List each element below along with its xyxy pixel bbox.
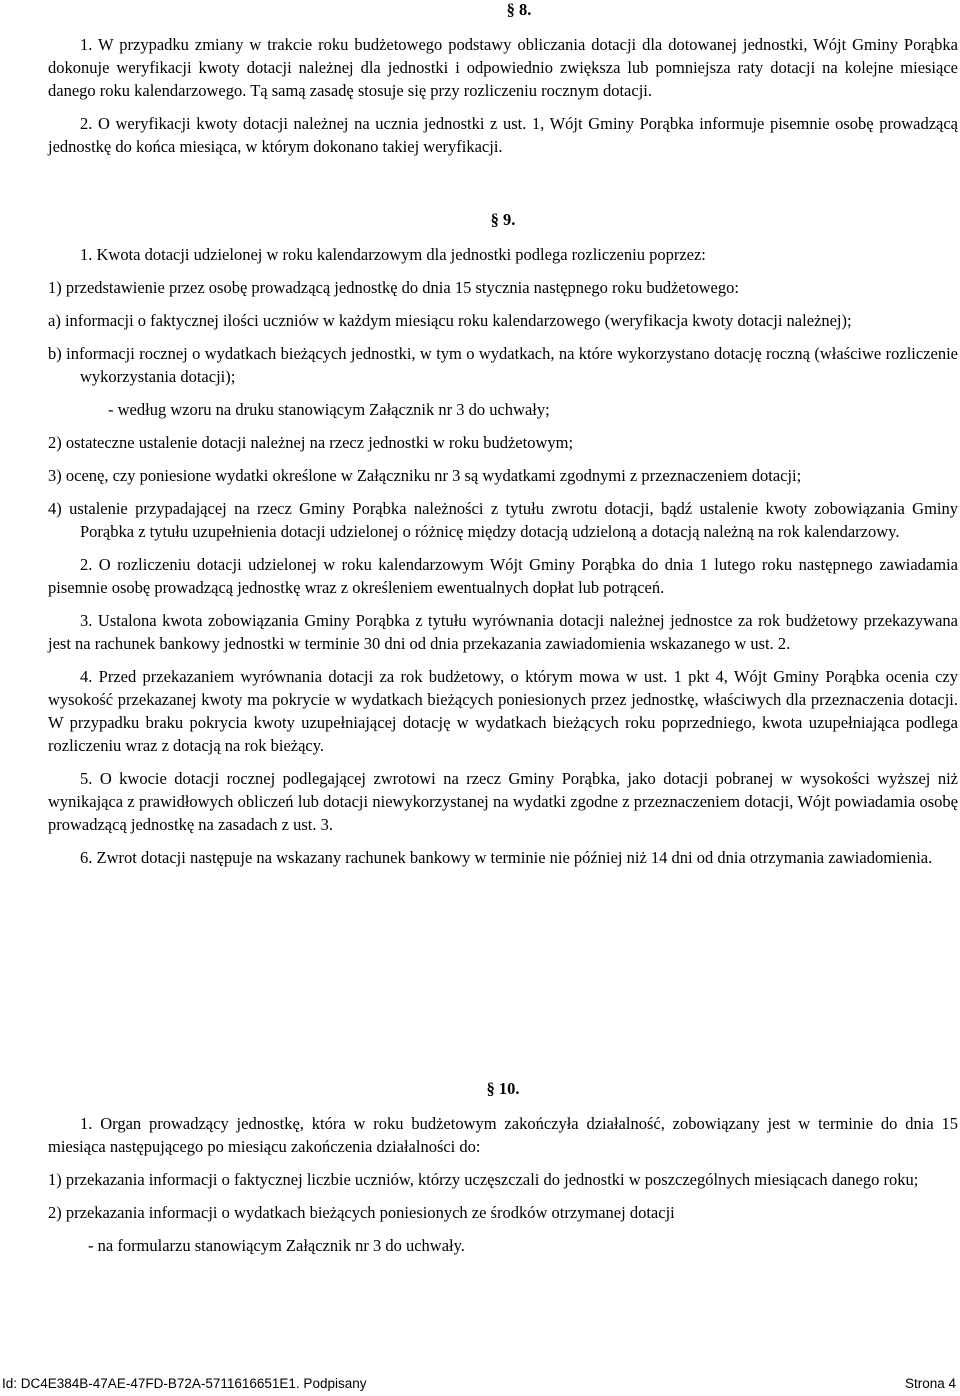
s10-dash: - na formularzu stanowiącym Załącznik nr 3 do uchwały. [88,1236,465,1255]
s10-item-2: 2) przekazania informacji o wydatkach bieżących poniesionych ze środków otrzymanej dotacji [48,1203,675,1222]
footer-document-id: Id: DC4E384B-47AE-47FD-B72A-5711616651E1. Podpisany [2,1376,367,1391]
s9-item-3: 3) ocenę, czy poniesione wydatki określone w Załączniku nr 3 są wydatkami zgodnymi z przeznaczeniem dotacji; [48,466,802,485]
s9-paragraph-1: 1. Kwota dotacji udzielonej w roku kalendarzowym dla jednostki podlega rozliczeniu poprzez: [80,245,706,264]
s9-paragraph-3: 3. Ustalona kwota zobowiązania Gminy Porąbka z tytułu wyrównania dotacji należnej jednostce za rok budżetowy przekazywana jest na rachunek bankowy jednostki w terminie 30 dni od dnia przekazania zawiadomienia wskazanego w ust. 2. [48,611,958,653]
s10-item-1: 1) przekazania informacji o faktycznej liczbie uczniów, którzy uczęszczali do jednostki w poszczególnych miesiącach danego roku; [48,1170,919,1189]
s9-item-1b: b) informacji rocznej o wydatkach bieżących jednostki, w tym o wydatkach, na które wykorzystano dotację roczną (właściwe rozliczenie wykorzystania dotacji); [48,344,958,386]
s9-item-2: 2) ostateczne ustalenie dotacji należnej na rzecz jednostki w roku budżetowym; [48,433,574,452]
footer-page-number: Strona 4 [904,1376,956,1391]
s9-paragraph-2: 2. O rozliczeniu dotacji udzielonej w roku kalendarzowym Wójt Gminy Porąbka do dnia 1 lutego roku następnego zawiadamia pisemnie osobę prowadzącą jednostkę wraz z określeniem ewentualnych dopłat lub potrąceń. [48,555,958,597]
section-8-heading: § 8. [506,0,532,19]
section-9-heading: § 9. [490,210,516,229]
page-footer [2,1376,956,1391]
s9-paragraph-4: 4. Przed przekazaniem wyrównania dotacji za rok budżetowy, o którym mowa w ust. 1 pkt 4, Wójt Gminy Porąbka ocenia czy wysokość przekazanej kwoty ma pokrycie w wydatkach bieżących poniesionych przez jednostkę, właściwych dla przeznaczenia dotacji. W przypadku braku pokrycia kwoty uzupełniającej dotację w wydatkach bieżących roku poprzedniego, kwota uzupełniająca podlega rozliczeniu wraz z dotacją na rok bieżący. [48,667,958,755]
s9-item-1a: a) informacji o faktycznej ilości uczniów w każdym miesiącu roku kalendarzowego (weryfikacja kwoty dotacji należnej); [48,311,852,330]
s8-paragraph-2: 2. O weryfikacji kwoty dotacji należnej na ucznia jednostki z ust. 1, Wójt Gminy Porąbka informuje pisemnie osobę prowadzącą jednostkę do końca miesiąca, w którym dokonano takiej weryfikacji. [48,114,958,156]
s9-paragraph-5: 5. O kwocie dotacji rocznej podlegającej zwrotowi na rzecz Gminy Porąbka, jako dotacji pobranej w wysokości wyższej niż wynikająca z prawidłowych obliczeń lub dotacji niewykorzystanej na wydatki zgodne z przeznaczeniem dotacji, Wójt powiadamia osobę prowadzącą jednostkę na zasadach z ust. 3. [48,769,958,834]
s9-paragraph-6: 6. Zwrot dotacji następuje na wskazany rachunek bankowy w terminie nie później niż 14 dni od dnia otrzymania zawiadomienia. [80,848,933,867]
section-10-heading: § 10. [486,1079,520,1098]
s9-item-4: 4) ustalenie przypadającej na rzecz Gminy Porąbka należności z tytułu zwrotu dotacji, bądź ustalenie kwoty zobowiązania Gminy Porąbka z tytułu uzupełnienia dotacji udzielonej o różnicę między dotacją udzieloną a dotacją należną na rok kalendarzowy. [48,499,958,541]
s9-item-1: 1) przedstawienie przez osobę prowadzącą jednostkę do dnia 15 stycznia następnego roku budżetowego: [48,278,739,297]
s10-paragraph-1: 1. Organ prowadzący jednostkę, która w roku budżetowym zakończyła działalność, zobowiązany jest w terminie do dnia 15 miesiąca następującego po miesiącu zakończenia działalności do: [48,1114,958,1156]
s8-paragraph-1: 1. W przypadku zmiany w trakcie roku budżetowego podstawy obliczania dotacji dla dotowanej jednostki, Wójt Gminy Porąbka dokonuje weryfikacji kwoty dotacji należnej dla jednostki i odpowiednio zwiększa lub pomniejsza raty dotacji na kolejne miesiące danego roku kalendarzowego. Tą samą zasadę stosuje się przy rozliczeniu rocznym dotacji. [48,35,958,100]
s9-item-1-dash: - według wzoru na druku stanowiącym Załącznik nr 3 do uchwały; [108,400,550,419]
